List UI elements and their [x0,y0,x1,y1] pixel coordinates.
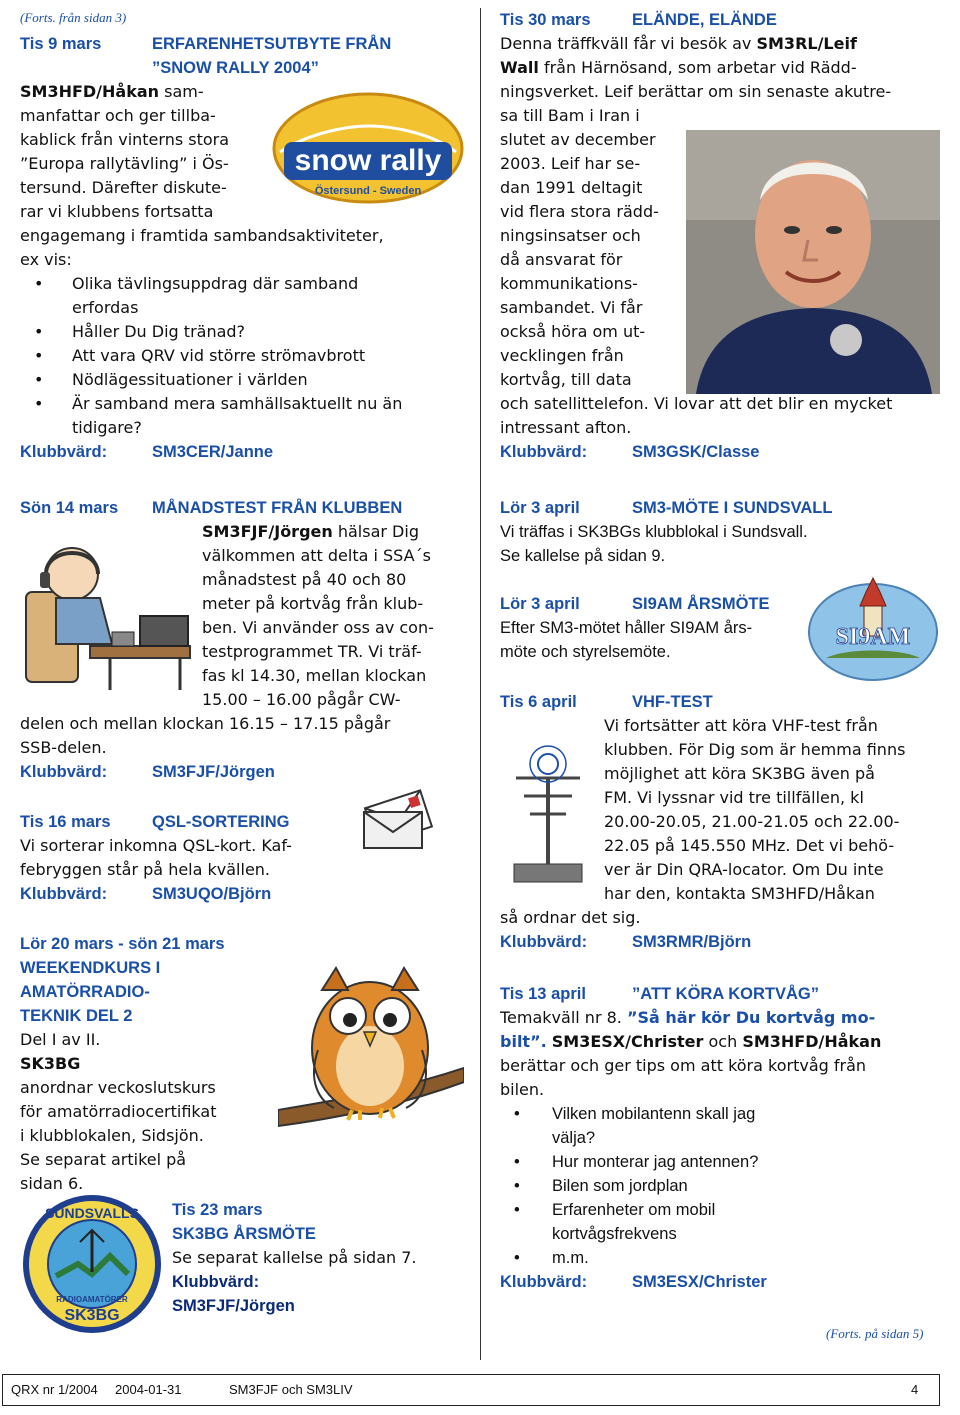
text-line: Temakväll nr 8. [500,1008,622,1027]
footer-page-number: 4 [911,1382,919,1397]
event-tis-23-mars [172,1198,462,1318]
event-title: AMATÖRRADIO- [20,983,150,1001]
text-line: 22.05 på 145.550 MHz. Det vi behö- [604,836,895,855]
klubbvard-label: Klubbvärd: [500,1273,588,1291]
text-line: Se separat artikel på [20,1150,187,1169]
event-date: Tis 6 april [500,693,577,711]
event-tis-13-april [500,982,940,1294]
text-line: febryggen står på hela kvällen. [20,860,271,879]
event-weekendkurs [20,932,280,1196]
text-line: ningsverket. Leif berättar om sin senaste akutre- [500,82,892,101]
org-callsign: SK3BG [20,1054,81,1073]
event-date: Tis 16 mars [20,813,111,831]
topic-list [500,1102,940,1270]
text-line: testprogrammet TR. Vi träf- [202,642,422,661]
klubbvard-label: Klubbvärd: [172,1273,260,1291]
text-line: klubben. För Dig som är hemma finns [604,740,906,759]
event-date: Lör 3 april [500,595,580,613]
footer-issue: QRX nr 1/2004 [11,1382,98,1397]
list-item: • m.m. [500,1246,940,1270]
klubbvard-label: Klubbvärd: [500,443,588,461]
text-line: kablick från vinterns stora [20,130,230,149]
text-line: och [708,1032,738,1051]
text-line: från Härnösand, som arbetar vid Rädd- [543,58,857,77]
text-line: sambandet. Vi får [500,298,643,317]
text-line: kortvåg, till data [500,370,632,389]
klubbvard-label: Klubbvärd: [20,885,108,903]
klubbvard-name: SM3FJF/Jörgen [152,763,275,781]
snow-rally-logo [270,90,466,206]
column-divider [480,8,481,1360]
event-title: SM3-MÖTE I SUNDSVALL [632,499,833,517]
text-line: för amatörradiocertifikat [20,1102,217,1121]
text-line: dan 1991 deltagit [500,178,643,197]
text-line: har den, kontakta SM3HFD/Håkan [604,884,875,903]
logo-mid-text: RADIOAMATÖRER [56,1295,128,1304]
text-line: slutet av december [500,130,656,149]
list-item: • Är samband mera samhällsaktuellt nu än tidigare? [20,392,462,440]
list-item: • Nödlägessituationer i världen [20,368,462,392]
event-date: Lör 3 april [500,499,580,517]
text-line: Se kallelse på sidan 9. [500,547,666,565]
text-line: meter på kortvåg från klub- [202,594,424,613]
envelopes-illustration [360,784,442,854]
text-line: intressant afton. [500,418,632,437]
klubbvard-name: SM3CER/Janne [152,443,274,461]
list-item: • Erfarenheter om mobil kortvågsfrekvens [500,1198,802,1246]
text-line: kommunikations- [500,274,638,293]
text-line: möjlighet att köra SK3BG även på [604,764,875,783]
text-line: hälsar Dig [337,522,419,541]
event-title-2: ”SNOW RALLY 2004” [152,59,319,77]
text-line: så ordnar det sig. [500,908,641,927]
text-line: Vi fortsätter att köra VHF-test från [604,716,878,735]
event-title: Lör 20 mars - sön 21 mars [20,935,225,953]
text-line: också höra om ut- [500,322,646,341]
list-item: • Att vara QRV vid större strömavbrott [20,344,462,368]
text-line: ver är Din QRA-locator. Om Du inte [604,860,884,879]
text-line: engagemang i framtida sambandsaktiviteter, [20,226,384,245]
text-line: ben. Vi använder oss av con- [202,618,434,637]
talk-title: ”Så här kör Du kortvåg mo- [626,1008,876,1027]
footer-date: 2004-01-31 [115,1382,182,1397]
text-line: Se separat kallelse på sidan 7. [172,1248,417,1267]
page-footer [2,1374,940,1406]
topic-list [20,272,462,440]
org-line [20,1052,280,1076]
event-title: SI9AM ÅRSMÖTE [632,595,770,613]
event-title: SK3BG ÅRSMÖTE [172,1225,316,1243]
text-line: 20.00-20.05, 21.00-21.05 och 22.00- [604,812,900,831]
si9am-logo [806,572,940,684]
text-line: Denna träffkväll får vi besök av [500,34,752,53]
klubbvard-name: SM3RMR/Björn [632,933,752,951]
list-item: • Vilken mobilantenn skall jag välja? [500,1102,802,1150]
event-title: QSL-SORTERING [152,813,290,831]
text-line: Vi sorterar inkomna QSL-kort. Kaf- [20,836,292,855]
event-date: Sön 14 mars [20,499,119,517]
text-line: FM. Vi lyssnar vid tre tillfällen, kl [604,788,864,807]
text-line: rar vi klubbens fortsatta [20,202,214,221]
event-title: VHF-TEST [632,693,713,711]
logo-subtext: Östersund - Sweden [314,185,422,197]
logo-bottom-text: SK3BG [64,1307,120,1324]
klubbvard-name: SM3GSK/Classe [632,443,760,461]
klubbvard-name: SM3FJF/Jörgen [172,1297,295,1315]
event-title: ERFARENHETSUTBYTE FRÅN [152,35,392,53]
radio-operator-illustration [20,534,196,692]
text-line: Vi träffas i SK3BGs klubblokal i Sundsvall. [500,523,808,541]
klubbvard-label: Klubbvärd: [20,443,108,461]
speaker-callsign: SM3HFD/Håkan [742,1032,882,1051]
event-date: Tis 30 mars [500,11,591,29]
klubbvard-label: Klubbvärd: [20,763,108,781]
text-line: Efter SM3-mötet håller SI9AM års- [500,619,753,637]
event-date: Tis 13 april [500,985,586,1003]
event-title: WEEKENDKURS I [20,959,161,977]
footer-authors: SM3FJF och SM3LIV [229,1382,353,1397]
speaker-callsign: SM3ESX/Christer [551,1032,704,1051]
text-line: och satellittelefon. Vi lovar att det blir en mycket [500,394,893,413]
text-line: sa till Bam i Iran i [500,106,640,125]
text-line: 2003. Leif har se- [500,154,641,173]
host-callsign: SM3FJF/Jörgen [202,522,333,541]
text-line: då ansvarat för [500,250,623,269]
text-line: ningsinsatser och [500,226,641,245]
klubbvard-name: SM3UQO/Björn [152,885,272,903]
klubbvard-label: Klubbvärd: [500,933,588,951]
text-line: i klubblokalen, Sidsjön. [20,1126,204,1145]
sk3bg-logo [22,1194,162,1334]
event-title: ”ATT KÖRA KORTVÅG” [632,985,819,1003]
text-line: bilen. [500,1080,545,1099]
host-callsign: SM3HFD/Håkan [20,82,160,101]
event-title: MÅNADSTEST FRÅN KLUBBEN [152,499,403,517]
continued-to: (Forts. på sidan 5) [826,1326,924,1341]
antenna-illustration [500,738,596,898]
event-lor-3-april-sm3 [500,496,940,568]
owl-illustration [278,950,464,1146]
text-line: välkommen att delta i SSA´s [202,546,431,565]
text-line: SSB-delen. [20,738,107,757]
text-line: manfattar och ger tillba- [20,106,216,125]
continued-from: (Forts. från sidan 3) [20,10,127,25]
text-line: tersund. Därefter diskute- [20,178,227,197]
logo-text: SI9AM [835,624,911,650]
text-line: möte och styrelsemöte. [500,643,671,661]
text-line: sam- [164,82,204,101]
text-line: anordnar veckoslutskurs [20,1078,216,1097]
text-line: ex vis: [20,250,72,269]
text-line: fas kl 14.30, mellan klockan [202,666,427,685]
event-title: TEKNIK DEL 2 [20,1007,133,1025]
event-date: Tis 23 mars [172,1201,263,1219]
text-line: sidan 6. [20,1174,84,1193]
text-line: vid flera stora rädd- [500,202,659,221]
text-line: berättar och ger tips om att köra kortvåg från [500,1056,867,1075]
host-name: Wall [500,58,539,77]
text-line: ”Europa rallytävling” i Ös- [20,154,229,173]
text-line: månadstest på 40 och 80 [202,570,407,589]
portrait-photo [686,130,940,394]
text-line: Del I av II. [20,1030,101,1049]
event-title: ELÄNDE, ELÄNDE [632,11,777,29]
logo-text: snow rally [294,144,442,177]
event-date: Tis 9 mars [20,35,102,53]
text-line: 15.00 – 16.00 pågår CW- [202,690,401,709]
text-line: vecklingen från [500,346,624,365]
talk-title-end: bilt”. [500,1032,547,1051]
text-line: delen och mellan klockan 16.15 – 17.15 pågår [20,714,391,733]
klubbvard-name: SM3ESX/Christer [632,1273,767,1291]
host-callsign: SM3RL/Leif [756,34,857,53]
list-item: • Håller Du Dig tränad? [20,320,462,344]
list-item: • Bilen som jordplan [500,1174,940,1198]
list-item: • Hur monterar jag antennen? [500,1150,940,1174]
logo-top-text: SUNDSVALLS [45,1205,139,1221]
list-item: • Olika tävlingsuppdrag där samband erfordas [20,272,462,320]
